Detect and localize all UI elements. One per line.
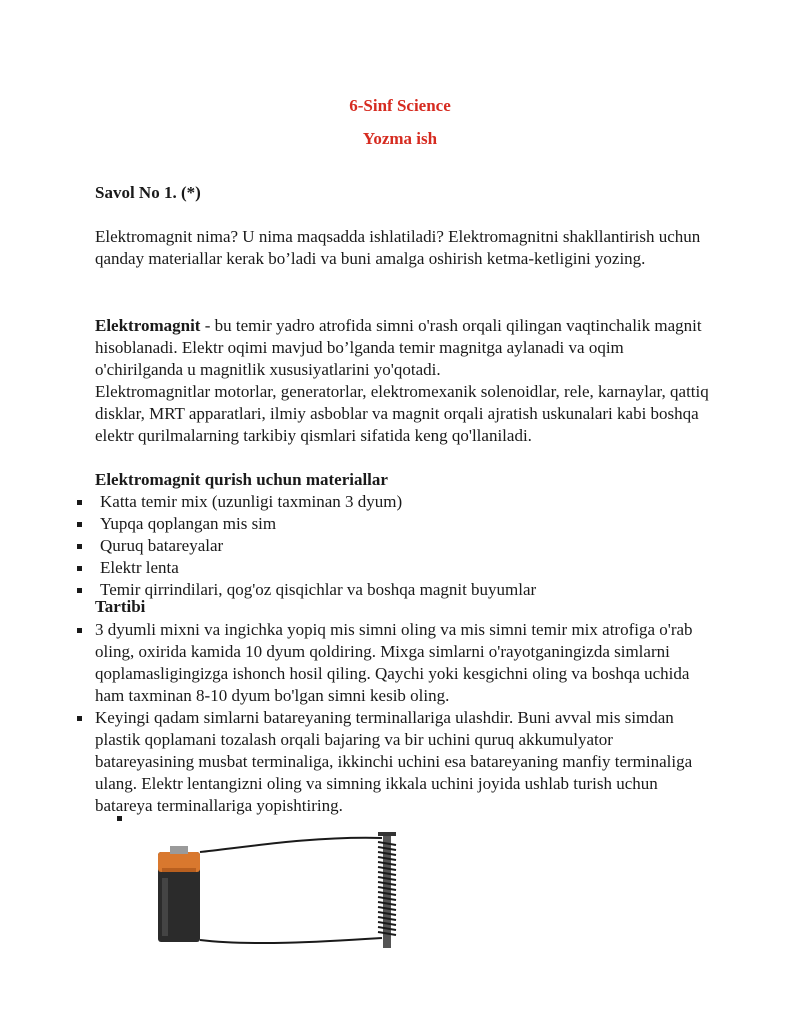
step-text: 3 dyumli mixni va ingichka yopiq mis simni oling va mis simni temir mix atrofiga o'rab oling, oxirida kamida 10 dyum qoldiring. Mixga simlarni o'rayotganingizda simlarni qoplamasligingizga ishonch hosil qiling. Qaychi yoki kesgichni oling va boshqa uchida ham taxminan 8-10 dyum bo'lgan simni kesib oling. bbox=[95, 620, 693, 705]
definition-term: Elektromagnit bbox=[95, 316, 201, 335]
bullet-icon bbox=[77, 566, 82, 571]
nail-coil-icon bbox=[378, 832, 396, 948]
document-subtitle: Yozma ish bbox=[362, 129, 438, 148]
usage-paragraph: Elektromagnitlar motorlar, generatorlar, elektromexanik solenoidlar, rele, karnaylar, qattiq disklar, MRT apparatlari, ilmiy asboblar va magnit orqali ajratish uskunalari kabi boshqa elektr qurilmalarning tarkibiy qismlari sifatida keng qo'llaniladi. bbox=[95, 382, 709, 445]
bullet-icon bbox=[77, 628, 82, 633]
definition-text: - bu temir yadro atrofida simni o'rash orqali qilingan vaqtinchalik magnit hisoblanadi. Elektr oqimi mavjud bo’lganda temir magnitga aylanadi va oqim o'chirilganda u magnitlik xususiyatlarini yo'qotadi. bbox=[95, 316, 702, 379]
question-label: Savol No 1. (*) bbox=[95, 183, 201, 202]
bullet-icon bbox=[77, 716, 82, 721]
materials-heading: Elektromagnit qurish uchun materiallar bbox=[95, 470, 388, 489]
bullet-icon bbox=[77, 500, 82, 505]
document-title: 6-Sinf Science bbox=[349, 96, 451, 115]
list-item bbox=[0, 707, 705, 817]
list-item bbox=[0, 513, 800, 535]
battery-icon bbox=[158, 846, 200, 942]
wire-top bbox=[200, 838, 382, 852]
material-text: Temir qirrindilari, qog'oz qisqichlar va boshqa magnit buyumlar bbox=[100, 580, 537, 599]
definition-paragraph bbox=[95, 315, 710, 381]
bullet-icon bbox=[77, 544, 82, 549]
material-text: Katta temir mix (uzunligi taxminan 3 dyum) bbox=[100, 492, 403, 511]
wire-bottom bbox=[200, 938, 382, 943]
material-text: Yupqa qoplangan mis sim bbox=[100, 514, 277, 533]
steps-list bbox=[0, 619, 800, 817]
material-text: Elektr lenta bbox=[100, 558, 179, 577]
electromagnet-diagram bbox=[150, 828, 410, 958]
list-item bbox=[0, 619, 705, 707]
step-text: Keyingi qadam simlarni batareyaning terminallariga ulashdir. Buni avval mis simdan plastik qoplamani tozalash orqali bajaring va bir uchini quruq akkumulyator batareyasining musbat terminaliga, ikkinchi uchini esa batareyaning manfiy terminaliga ulang. Elektr lentangizni oling va simning ikkala uchini joyida ushlab turish uchun batareya terminallariga yopishtiring. bbox=[95, 708, 693, 815]
steps-heading: Tartibi bbox=[95, 597, 146, 616]
question-text: Elektromagnit nima? U nima maqsadda ishlatiladi? Elektromagnitni shakllantirish uchun qanday materiallar kerak bo’ladi va buni amalga oshirish ketma-ketligini yozing. bbox=[95, 227, 701, 268]
list-item bbox=[0, 535, 800, 557]
bullet-icon bbox=[77, 588, 82, 593]
list-item bbox=[0, 557, 800, 579]
bullet-icon bbox=[77, 522, 82, 527]
list-item bbox=[0, 491, 800, 513]
bullet-icon bbox=[117, 816, 122, 821]
material-text: Quruq batareyalar bbox=[100, 536, 224, 555]
materials-list bbox=[0, 491, 800, 601]
